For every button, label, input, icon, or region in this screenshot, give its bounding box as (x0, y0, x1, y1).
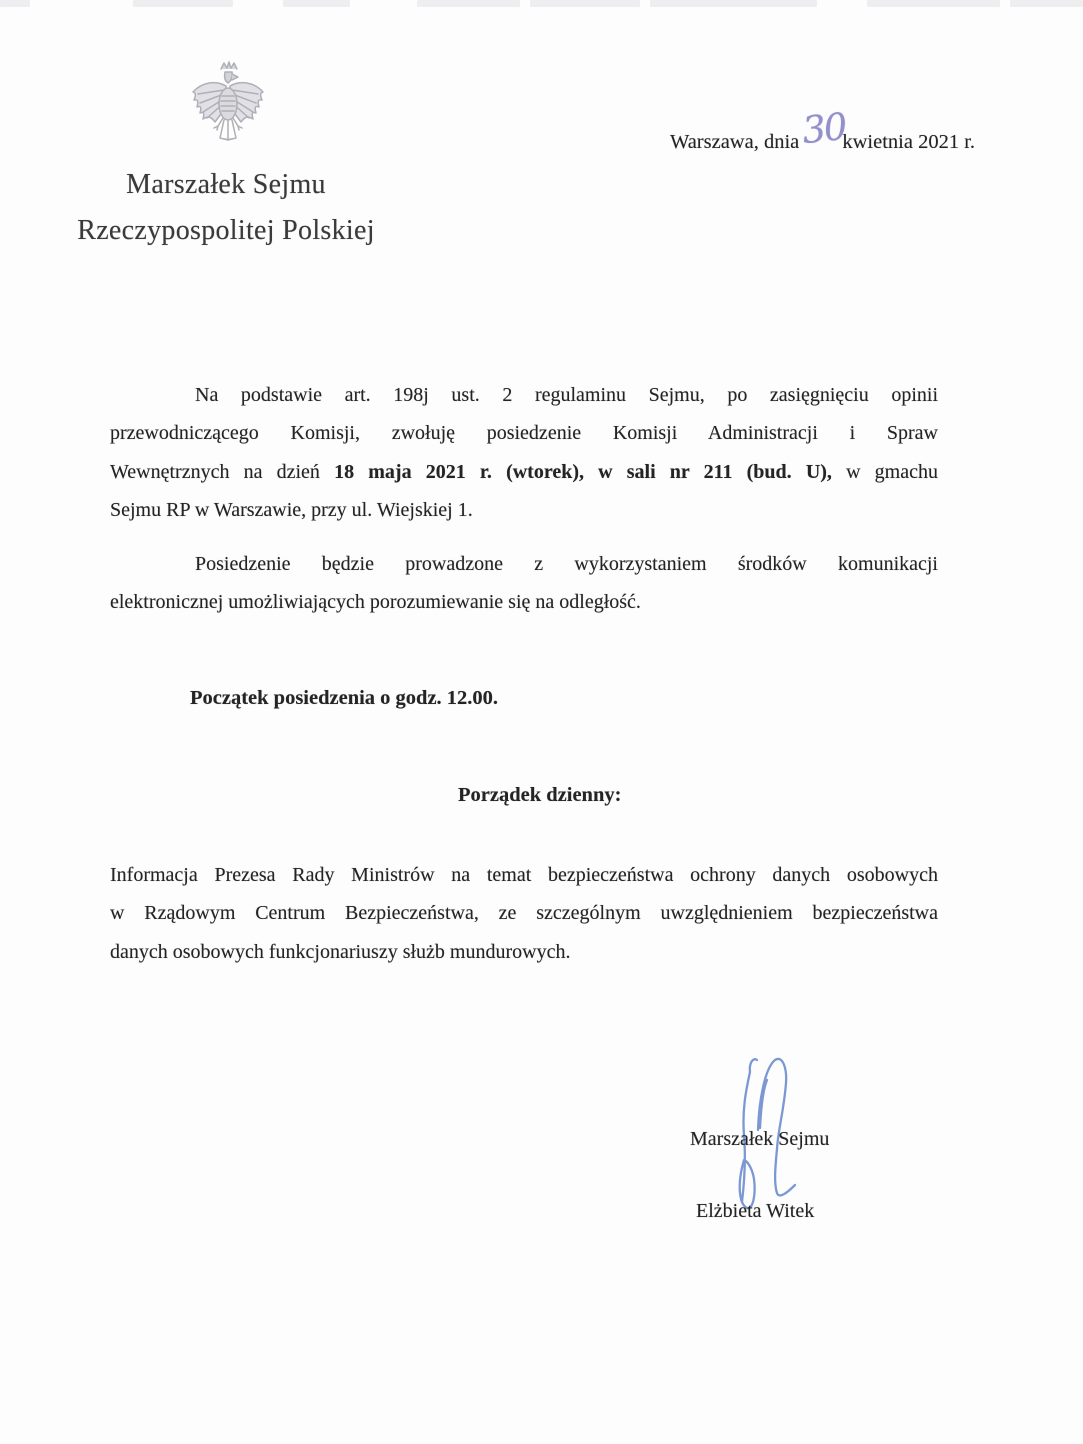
dateline-suffix: kwietnia 2021 r. (842, 131, 976, 153)
scan-artifacts (0, 0, 1083, 10)
handwritten-day: 30 (800, 104, 848, 153)
paragraph-remote-participation (110, 545, 938, 622)
paragraph-agenda-item (110, 856, 938, 971)
text-line: Sejmu RP w Warszawie, przy ul. Wiejskiej 1. (110, 499, 473, 522)
office-title-line1: Marszałek Sejmu (126, 169, 326, 200)
text-line: elektronicznej umożliwiających porozumiewanie się na odległość. (110, 591, 641, 614)
office-heading (36, 162, 416, 254)
agenda-heading: Porządek dzienny: (458, 784, 622, 806)
polish-eagle-emblem-icon (188, 60, 268, 155)
dateline-prefix: Warszawa, dnia (670, 131, 800, 153)
office-title-line2: Rzeczypospolitej Polskiej (77, 215, 375, 246)
text-line: danych osobowych funkcjonariuszy służb mundurowych. (110, 940, 571, 963)
signatory-role: Marszałek Sejmu (690, 1128, 830, 1150)
signatory-name: Elżbieta Witek (696, 1200, 815, 1222)
meeting-start-time: Początek posiedzenia o godz. 12.00. (190, 687, 499, 709)
text-line: Wewnętrznych na dzień 18 maja 2021 r. (wtorek), w sali nr 211 (bud. U), w gmachu (110, 460, 938, 483)
text-line: Informacja Prezesa Rady Ministrów na temat bezpieczeństwa ochrony danych osobowych (110, 864, 938, 886)
text-line: Posiedzenie będzie prowadzone z wykorzystaniem środków komunikacji (195, 553, 938, 575)
dateline (670, 104, 976, 157)
paragraph-convocation (110, 376, 938, 530)
text-line: Na podstawie art. 198j ust. 2 regulaminu Sejmu, po zasięgnięciu opinii (195, 384, 938, 406)
text-line: w Rządowym Centrum Bezpieczeństwa, ze szczególnym uwzględnieniem bezpieczeństwa (110, 902, 938, 925)
text-line: przewodniczącego Komisji, zwołuję posiedzenie Komisji Administracji i Spraw (110, 422, 938, 445)
